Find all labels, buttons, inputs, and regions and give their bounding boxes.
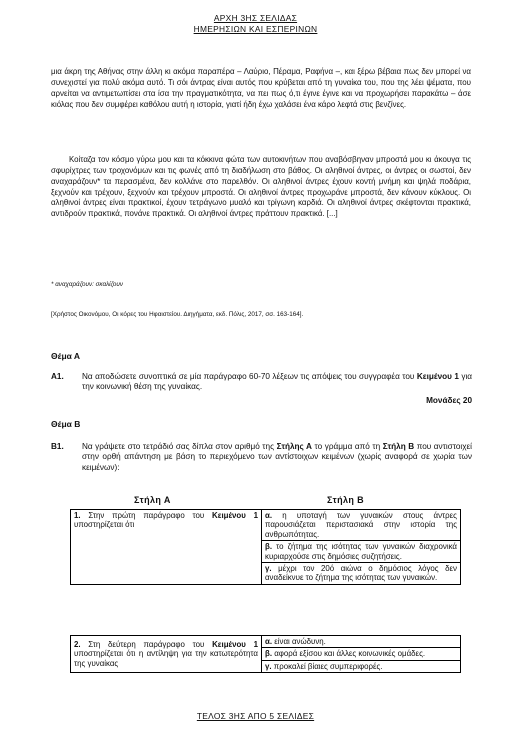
column-b-heading: Στήλη Β xyxy=(327,495,365,505)
source-citation: [Χρήστος Οικονόμου, Οι κόρες του Ηφαιστείου. Διηγήματα, εκδ. Πόλις, 2017, σσ. 163-164]. xyxy=(51,311,304,318)
question-a1-number: Α1. xyxy=(51,372,64,381)
matching-table-1 xyxy=(70,509,461,585)
question-b1-text: Να γράψετε στο τετράδιό σας δίπλα στον αριθμό της Στήλης Α το γράμμα από τη Στήλη Β που αντιστοιχεί στην ορθή απάντηση με βάση το περιεχόμενο των αντίστοιχων κειμένων (χωρίς αναφορά σε χωρία των κειμένων): xyxy=(82,442,472,472)
column-b-option-1b: β. το ζήτημα της ισότητας των γυναικών διαχρονικά κυριαρχούσε στις δημόσιες συζητήσεις. xyxy=(262,541,461,563)
page-footer: ΤΕΛΟΣ 3ΗΣ ΑΠΟ 5 ΣΕΛΙΔΕΣ xyxy=(196,711,315,721)
column-b-option-2b: β. αφορά εξίσου και άλλες κοινωνικές ομάδες. xyxy=(262,648,461,660)
question-a1-text: Να αποδώσετε συνοπτικά σε μία παράγραφο 60-70 λέξεων τις απόψεις του συγγραφέα του Κειμένου 1 για την κοινωνική θέση της γυναίκας. xyxy=(82,372,472,392)
question-a1-marks: Μονάδες 20 xyxy=(426,396,472,405)
page-header xyxy=(0,13,511,34)
footnote: * αναχαράζουν: σκαλίζουν xyxy=(51,281,123,288)
theme-a-title: Θέμα Α xyxy=(51,351,81,361)
header-line-1: ΑΡΧΗ 3ΗΣ ΣΕΛΙΔΑΣ xyxy=(213,13,298,23)
column-b-option-1a: α. η υποταγή των γυναικών στους άντρες παρουσιάζεται περιστασιακά στην ιστορία της ανθρωπότητας. xyxy=(262,510,461,541)
column-a-heading: Στήλη Α xyxy=(134,495,171,505)
column-a-item-2: 2. Στη δεύτερη παράγραφο του Κειμένου 1 υποστηρίζεται ότι η αντίληψη για την κατωτερότητα της γυναίκας xyxy=(71,636,262,673)
theme-b-title: Θέμα Β xyxy=(51,419,81,429)
column-b-option-2c: γ. προκαλεί βίαιες συμπεριφορές. xyxy=(262,660,461,672)
text-paragraph-2: Κοίταζα τον κόσμο γύρω μου και τα κόκκινα φώτα των αυτοκινήτων που αναβόσβηναν μπροστά μου κι άκουγα τις σφυρίχτρες των τροχονόμων και τις φωνές από τη διαδήλωση στο βάθος. Οι αληθινοί άντρες, οι άντρες οι σωστοί, δεν αναχαράζουν* τα περασμένα, δεν κολλάνε στο παρελθόν. Οι αληθινοί άντρες έχουν κοντή μνήμη και ψηλά ποδάρια, ξεχνούν και τρέχουν, ξεχνούν και τρέχουν μπροστά. Οι αληθινοί άντρες προχωράνε μπροστά, δεν κάνουν κύκλους. Οι αληθινοί άντρες είναι πρακτικοί, έχουν τετράγωνο μυαλό και τρίγωνη καρδιά. Οι αληθινοί άντρες σκέφτονται πρακτικά, αντιδρούν πρακτικά, πονάνε πρακτικά. Οι αληθινοί άντρες πράττουν πρακτικά. [...] xyxy=(51,155,471,219)
matching-table-2 xyxy=(70,635,461,673)
text-paragraph-1: μια άκρη της Αθήνας στην άλλη κι ακόμα παραπέρα – Λαύριο, Πέραμα, Ραφήνα –, και ξέρω βέβαια πως δεν μπορεί να συνεχιστεί για πολύ ακόμα αυτό. Τι σόι άντρας είναι αυτός που κρύβεται από τη γυναίκα του, που της λέει ψέματα, που αρνείται να αντιμετωπίσει στα ίσα την πραγματικότητα, να πει πως ό,τι έγινε έγινε και να προχωρήσει παρακάτω – άσε κιόλας που δεν συμφέρει καθόλου αυτή η ιστορία, γιατί ήδη έχω χαλάσει ένα κάρο λεφτά στις βενζίνες. xyxy=(51,67,471,109)
column-b-option-1c: γ. μέχρι τον 20ό αιώνα ο δημόσιος λόγος δεν αναδείκνυε το ζήτημα της ισότητας των γυναικών. xyxy=(262,563,461,585)
column-a-item-1: 1. Στην πρώτη παράγραφο του Κειμένου 1 υποστηρίζεται ότι xyxy=(71,510,262,585)
header-line-2: ΗΜΕΡΗΣΙΩΝ ΚΑΙ ΕΣΠΕΡΙΝΩΝ xyxy=(193,23,318,34)
column-b-option-2a: α. είναι ανώδυνη. xyxy=(262,636,461,648)
question-b1-number: Β1. xyxy=(51,442,64,451)
